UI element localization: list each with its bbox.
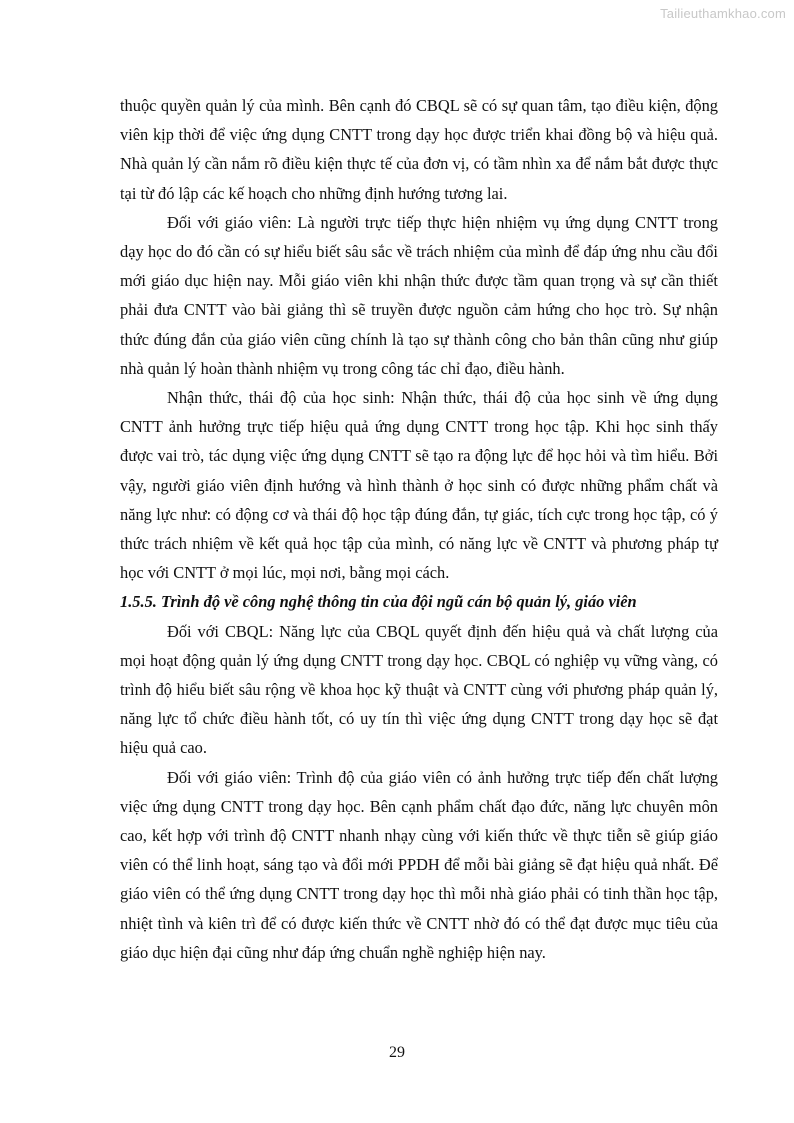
paragraph-students: Nhận thức, thái độ của học sinh: Nhận thức, thái độ của học sinh về ứng dụng CNTT ảnh hưởng trực tiếp hiệu quả ứng dụng CNTT trong học tập. Khi học sinh thấy được vai trò, tác dụng việc ứng dụng CNTT sẽ tạo ra động lực để học hỏi và tìm hiểu. Bởi vậy, người giáo viên định hướng và hình thành ở học sinh có được những phẩm chất và năng lực như: có động cơ và thái độ học tập đúng đắn, tự giác, tích cực trong học tập, có ý thức trách nhiệm về kết quả học tập của mình, có năng lực về CNTT và phương pháp tự học với CNTT ở mọi lúc, mọi nơi, bằng mọi cách. <box>120 388 718 583</box>
page-number: 29 <box>389 1044 405 1061</box>
paragraph-cbql: Đối với CBQL: Năng lực của CBQL quyết định đến hiệu quả và chất lượng của mọi hoạt động quản lý ứng dụng CNTT trong dạy học. CBQL có nghiệp vụ vững vàng, có trình độ hiểu biết sâu rộng về khoa học kỹ thuật và CNTT cùng với phương pháp quản lý, năng lực tổ chức điều hành tốt, có uy tín thì việc ứng dụng CNTT trong dạy học sẽ đạt hiệu quả cao. <box>120 621 718 758</box>
section-heading: 1.5.5. Trình độ về công nghệ thông tin của đội ngũ cán bộ quản lý, giáo viên <box>120 592 637 612</box>
paragraph-teacher-skills: Đối với giáo viên: Trình độ của giáo viên có ảnh hưởng trực tiếp đến chất lượng việc ứng dụng CNTT trong dạy học. Bên cạnh phẩm chất đạo đức, năng lực chuyên môn cao, kết hợp với trình độ CNTT nhanh nhạy cùng với kiến thức về thực tiễn sẽ giúp giáo viên có thể linh hoạt, sáng tạo và đổi mới PPDH để mỗi bài giảng sẽ đạt hiệu quả nhất. Để giáo viên có thể ứng dụng CNTT trong dạy học thì mỗi nhà giáo phải có tinh thần học tập, nhiệt tình và kiên trì để có được kiến thức về CNTT nhờ đó có thể đạt được mục tiêu của giáo dục hiện đại cũng như đáp ứng chuẩn nghề nghiệp hiện nay. <box>120 767 718 962</box>
body-text <box>120 91 718 967</box>
paragraph-continuation: thuộc quyền quản lý của mình. Bên cạnh đó CBQL sẽ có sự quan tâm, tạo điều kiện, động viên kịp thời để việc ứng dụng CNTT trong dạy học được triển khai đồng bộ và hiệu quả. Nhà quản lý cần nắm rõ điều kiện thực tế của đơn vị, có tầm nhìn xa để nắm bắt được thực tại từ đó lập các kế hoạch cho những định hướng tương lai. <box>120 96 718 203</box>
paragraph-teachers: Đối với giáo viên: Là người trực tiếp thực hiện nhiệm vụ ứng dụng CNTT trong dạy học do đó cần có sự hiểu biết sâu sắc về trách nhiệm của mình để đáp ứng nhu cầu đổi mới giáo dục hiện nay. Mỗi giáo viên khi nhận thức được tầm quan trọng và sự cần thiết phải đưa CNTT vào bài giảng thì sẽ truyền được nguồn cảm hứng cho học trò. Sự nhận thức đúng đắn của giáo viên cũng chính là tạo sự thành công cho bản thân cũng như giúp nhà quản lý hoàn thành nhiệm vụ trong công tác chỉ đạo, điều hành. <box>120 212 718 378</box>
watermark: Tailieuthamkhao.com <box>660 6 786 21</box>
